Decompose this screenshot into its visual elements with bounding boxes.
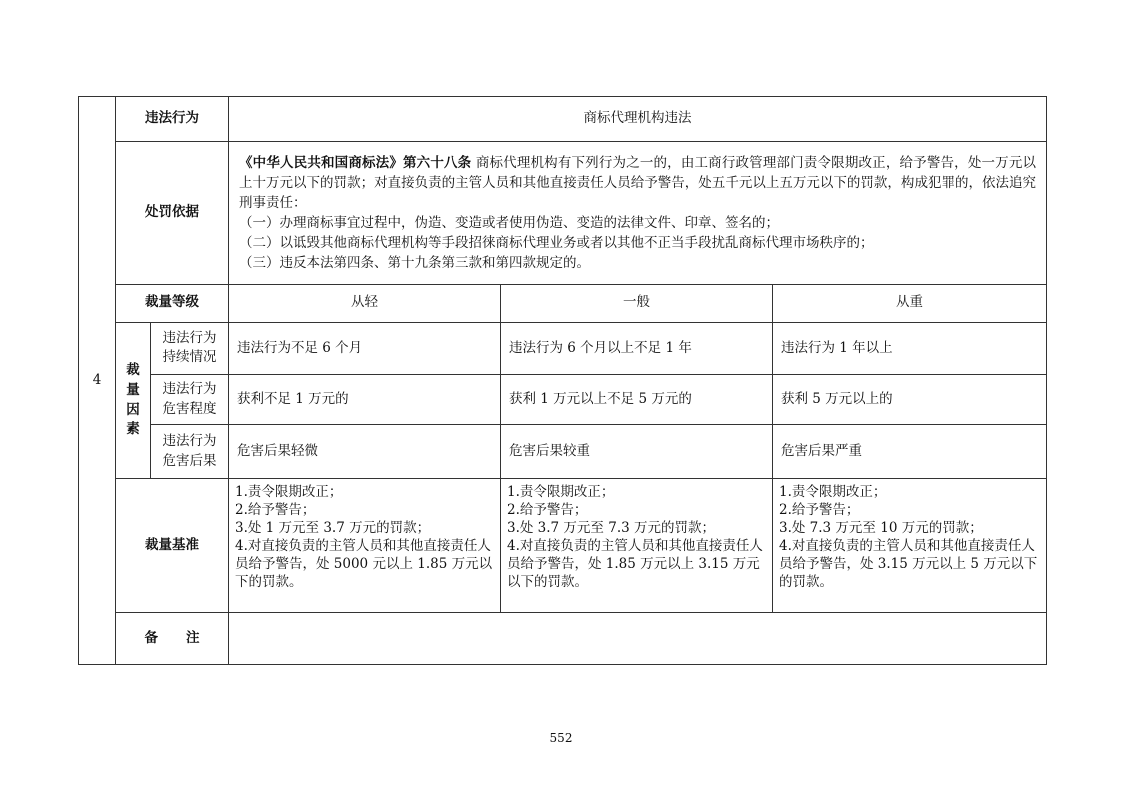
law-reference: 《中华人民共和国商标法》第六十八条 [239,154,472,171]
violation-row [79,97,1047,142]
standard-normal: 1.责令限期改正； 2.给予警告； 3.处 3.7 万元至 7.3 万元的罚款； 4.对直接负责的主管人员和其他直接责任人员给予警告，处 1.85 万元以上 3.15 万元以下的罚款。 [501,479,773,612]
law-body: 商标代理机构有下列行为之一的，由工商行政管理部门责令限期改正，给予警告，处一万元以上十万元以下的罚款；对直接负责的主管人员和其他直接责任人员给予警告，处五千元以上五万元以下的罚款，构成犯罪的，依法追究刑事责任： [239,154,1037,211]
penalty-basis-label: 处罚依据 [116,142,229,285]
levels-row [79,284,1047,322]
factor-light: 危害后果轻微 [229,425,501,479]
law-item: （二）以诋毁其他商标代理机构等手段招徕商标代理业务或者以其他不正当手段扰乱商标代理市场秩序的； [239,234,874,251]
row-number: 4 [79,97,116,665]
factors-label: 裁 量 因 素 [116,322,151,479]
factor-heavy: 获利 5 万元以上的 [773,374,1047,424]
factor-row [79,425,1047,479]
remarks-value [229,612,1047,664]
violation-value: 商标代理机构违法 [229,97,1047,142]
standards-row [79,479,1047,612]
standards-label: 裁量基准 [116,479,229,612]
factor-row [79,322,1047,374]
standard-heavy: 1.责令限期改正； 2.给予警告； 3.处 7.3 万元至 10 万元的罚款； 4.对直接负责的主管人员和其他直接责任人员给予警告，处 3.15 万元以上 5 万元以下的罚款。 [773,479,1047,612]
factor-name: 违法行为 危害后果 [151,425,229,479]
factor-heavy: 危害后果严重 [773,425,1047,479]
levels-label: 裁量等级 [116,284,229,322]
page-number: 552 [549,731,573,745]
penalty-basis-row [79,142,1047,285]
remarks-row [79,612,1047,664]
factor-light: 违法行为不足 6 个月 [229,322,501,374]
standard-light: 1.责令限期改正； 2.给予警告； 3.处 1 万元至 3.7 万元的罚款； 4.对直接负责的主管人员和其他直接责任人员给予警告，处 5000 元以上 1.85 万元以下的罚款。 [229,479,501,612]
factor-normal: 违法行为 6 个月以上不足 1 年 [501,322,773,374]
remarks-label: 备注 [116,612,229,664]
factor-normal: 危害后果较重 [501,425,773,479]
law-item: （一）办理商标事宜过程中，伪造、变造或者使用伪造、变造的法律文件、印章、签名的； [239,214,779,231]
penalty-discretion-table [78,96,1047,665]
factor-name: 违法行为 危害程度 [151,374,229,424]
level-light: 从轻 [229,284,501,322]
factor-heavy: 违法行为 1 年以上 [773,322,1047,374]
factor-light: 获利不足 1 万元的 [229,374,501,424]
violation-label: 违法行为 [116,97,229,142]
factor-row [79,374,1047,424]
penalty-basis-text [229,142,1047,285]
law-item: （三）违反本法第四条、第十九条第三款和第四款规定的。 [239,254,590,271]
level-normal: 一般 [501,284,773,322]
factor-normal: 获利 1 万元以上不足 5 万元的 [501,374,773,424]
factor-name: 违法行为 持续情况 [151,322,229,374]
level-heavy: 从重 [773,284,1047,322]
